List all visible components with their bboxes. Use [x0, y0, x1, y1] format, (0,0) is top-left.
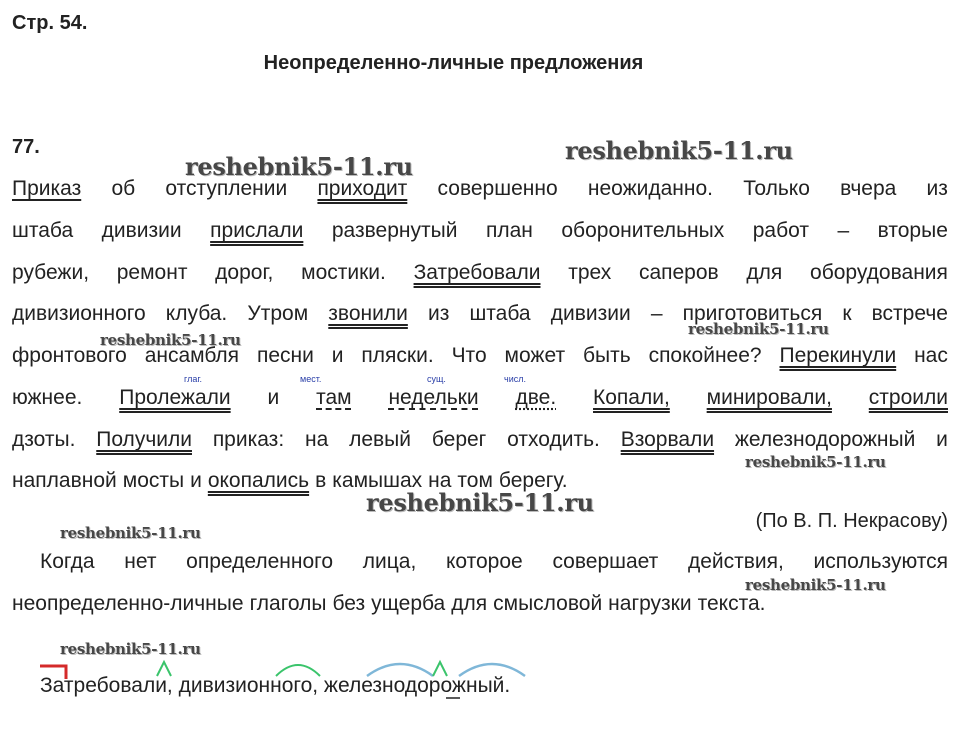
word: железнодорожный: [734, 428, 916, 451]
word: глаголы: [249, 592, 327, 615]
word: штаба: [12, 219, 74, 242]
word: там: [316, 386, 352, 409]
watermark: reshebnik5-11.ru: [185, 152, 413, 181]
word: Только: [743, 177, 810, 200]
word: дивизии: [550, 302, 631, 325]
word: Что: [451, 344, 487, 367]
watermark: reshebnik5-11.ru: [100, 331, 241, 349]
word: вчера: [840, 177, 897, 200]
watermark: reshebnik5-11.ru: [745, 453, 886, 471]
word: недельки: [388, 386, 479, 409]
word: определенного: [186, 550, 334, 573]
word: мосты: [122, 469, 185, 492]
exercise-number: 77.: [12, 136, 40, 158]
word: в: [315, 469, 327, 492]
word: прислали: [210, 219, 304, 242]
watermark: reshebnik5-11.ru: [565, 136, 793, 165]
word: совершенно: [437, 177, 558, 200]
word: звонили: [328, 302, 408, 325]
word: действия,: [687, 550, 784, 573]
word: штаба: [469, 302, 531, 325]
word: спокойнее?: [648, 344, 762, 367]
word: левый: [349, 428, 412, 451]
word: текста.: [697, 592, 766, 615]
word: и: [267, 386, 280, 409]
word: –: [837, 219, 850, 242]
source-attribution: (По В. П. Некрасову): [755, 510, 948, 532]
word: дзоты.: [12, 428, 76, 451]
word: совершает: [552, 550, 659, 573]
word: вторые: [877, 219, 948, 242]
word: окопались: [207, 469, 310, 492]
word: строили: [868, 386, 948, 409]
word: нет: [124, 550, 157, 573]
word: фронтового: [12, 344, 127, 367]
word: нагрузки: [608, 592, 692, 615]
word: камышах: [332, 469, 423, 492]
pos-label-noun: сущ.: [427, 374, 446, 384]
watermark: reshebnik5-11.ru: [60, 640, 201, 658]
word: приказ:: [212, 428, 285, 451]
page-number: Стр. 54.: [12, 12, 88, 34]
word: быть: [582, 344, 631, 367]
word: работ: [752, 219, 809, 242]
word: две.: [515, 386, 557, 409]
word: трех: [568, 261, 612, 284]
word: наплавной: [12, 469, 117, 492]
word: Копали,: [593, 386, 670, 409]
word: Приказ: [12, 177, 82, 200]
word: саперов: [638, 261, 719, 284]
word: минировали,: [706, 386, 832, 409]
word: Получили: [96, 428, 192, 451]
word: может: [504, 344, 566, 367]
word: пляски.: [361, 344, 434, 367]
word: лица,: [362, 550, 417, 573]
word: и: [190, 469, 202, 492]
word: том: [457, 469, 493, 492]
word: ремонт: [116, 261, 188, 284]
word: южнее.: [12, 386, 83, 409]
watermark: reshebnik5-11.ru: [688, 320, 829, 338]
word: без: [332, 592, 366, 615]
word: которое: [445, 550, 523, 573]
word: и: [331, 344, 344, 367]
word: приготовиться: [682, 302, 823, 325]
word: дивизионного: [12, 302, 146, 325]
word: Взорвали: [620, 428, 715, 451]
word: Когда: [40, 550, 95, 573]
word: об: [111, 177, 136, 200]
word: Перекинули: [779, 344, 897, 367]
word: мостики.: [301, 261, 386, 284]
word: нас: [914, 344, 948, 367]
word: ущерба: [371, 592, 446, 615]
word: для: [451, 592, 488, 615]
word: на: [428, 469, 452, 492]
word: встрече: [871, 302, 948, 325]
word: дивизии: [101, 219, 182, 242]
word: оборонительных: [561, 219, 725, 242]
word: на: [304, 428, 329, 451]
word: Утром: [247, 302, 309, 325]
word: неопределенно-личные: [12, 592, 244, 615]
word: берегу.: [498, 469, 568, 492]
word: неожиданно.: [587, 177, 713, 200]
word: для: [746, 261, 783, 284]
pos-label-verb: глаг.: [184, 374, 203, 384]
word: клуба.: [165, 302, 228, 325]
word: отступлении: [165, 177, 288, 200]
word: к: [842, 302, 852, 325]
word: развернутый: [331, 219, 458, 242]
word: рубежи,: [12, 261, 90, 284]
word: из: [427, 302, 450, 325]
pos-label-numeral: числ.: [504, 374, 526, 384]
word: Пролежали: [119, 386, 231, 409]
word: из: [926, 177, 948, 200]
word: смысловой: [493, 592, 603, 615]
pos-label-pronoun: мест.: [300, 374, 322, 384]
word: дорог,: [215, 261, 274, 284]
word: план: [485, 219, 533, 242]
word: Затребовали: [413, 261, 541, 284]
word: ансамбля: [144, 344, 240, 367]
word: берег: [431, 428, 487, 451]
watermark: reshebnik5-11.ru: [366, 488, 594, 517]
word: и: [936, 428, 948, 451]
word: отходить.: [507, 428, 600, 451]
analysis-words: Затребовали, дивизионного, железнодорожный.: [40, 674, 511, 697]
word: оборудования: [810, 261, 948, 284]
word: используются: [813, 550, 948, 573]
word: приходит: [317, 177, 408, 200]
watermark: reshebnik5-11.ru: [745, 576, 886, 594]
page-title: Неопределенно-личные предложения: [263, 52, 644, 74]
word: песни: [256, 344, 314, 367]
watermark: reshebnik5-11.ru: [60, 524, 201, 542]
word: –: [650, 302, 663, 325]
